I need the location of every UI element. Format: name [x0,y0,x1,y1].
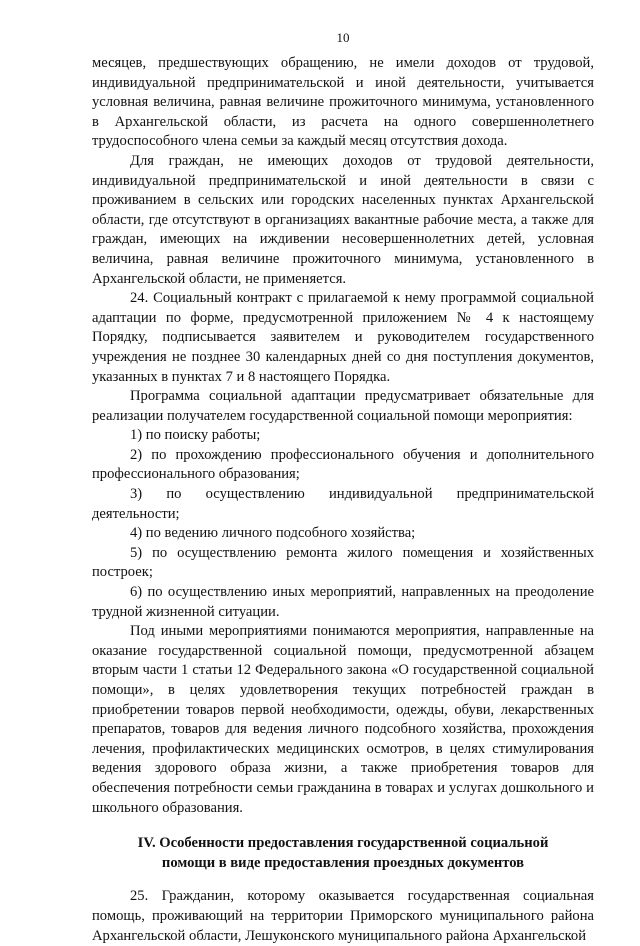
list-item-4: 4) по ведению личного подсобного хозяйства; [130,525,416,542]
paragraph-continuation: месяцев, предшествующих обращению, не имели доходов от трудовой, индивидуальной предпринимательской и иной деятельности, учитывается условная величина, равная величине прожиточного минимума, установленного в Архангельской области, из расчета на одного совершеннолетнего трудоспособного члена семьи за каждый месяц отсутствия дохода. [92,55,594,150]
paragraph-rural-exception: Для граждан, не имеющих доходов от трудовой деятельности, индивидуальной предпринимательской и иной деятельности в связи с проживанием в сельских или городских населенных пунктах Архангельской области, где отсутствуют в организациях вакантные рабочие места, а также для граждан, имеющих на иждивении несовершеннолетних детей, условная величина, равная величине прожиточного минимума, установленного в Архангельской области, не применяется. [92,152,594,287]
list-item-6: 6) по осуществлению иных мероприятий, направленных на преодоление трудной жизненной ситуации. [92,584,594,620]
paragraph-item-25: 25. Гражданин, которому оказывается государственная социальная помощь, проживающий на территории Приморского муниципального района Архангельской области, Лешуконского муниципального района Архангельской [92,888,594,944]
paragraph-adaptation-program: Программа социальной адаптации предусматривает обязательные для реализации получателем государственной социальной помощи мероприятия: [92,388,594,424]
page-number: 10 [336,30,350,45]
list-item-1: 1) по поиску работы; [130,427,261,444]
section-heading-line-2: помощи в виде предоставления проездных документов [161,854,525,871]
list-item-2: 2) по прохождению профессионального обучения и дополнительного профессионального образования; [92,446,594,483]
list-item-3: 3) по осуществлению индивидуальной предпринимательской деятельности; [92,486,594,522]
section-heading [92,834,594,873]
paragraph-item-24: 24. Социальный контракт с прилагаемой к нему программой социальной адаптации по форме, предусмотренной приложением № 4 к настоящему Порядку, подписывается заявителем и руководителем государственного учреждения не позднее 30 календарных дней со дня поступления документов, указанных в пунктах 7 и 8 настоящего Порядка. [92,290,594,385]
document-body [92,54,594,946]
section-heading-line-1: IV. Особенности предоставления государственной социальной [137,835,549,852]
paragraph-other-measures: Под иными мероприятиями понимаются мероприятия, направленные на оказание государственной социальной помощи, предусмотренной абзацем вторым части 1 статьи 12 Федерального закона «О государственной социальной помощи», в целях удовлетворения текущих потребностей граждан в приобретении товаров первой необходимости, одежды, обуви, лекарственных препаратов, товаров для ведения личного подсобного хозяйства, прохождения лечения, профилактических медицинских осмотров, в целях стимулирования ведения здорового образа жизни, а также приобретения товаров для обеспечения потребности семьи гражданина в товарах и услугах дошкольного и школьного образования. [92,623,594,816]
list-item-5: 5) по осуществлению ремонта жилого помещения и хозяйственных построек; [92,544,594,581]
